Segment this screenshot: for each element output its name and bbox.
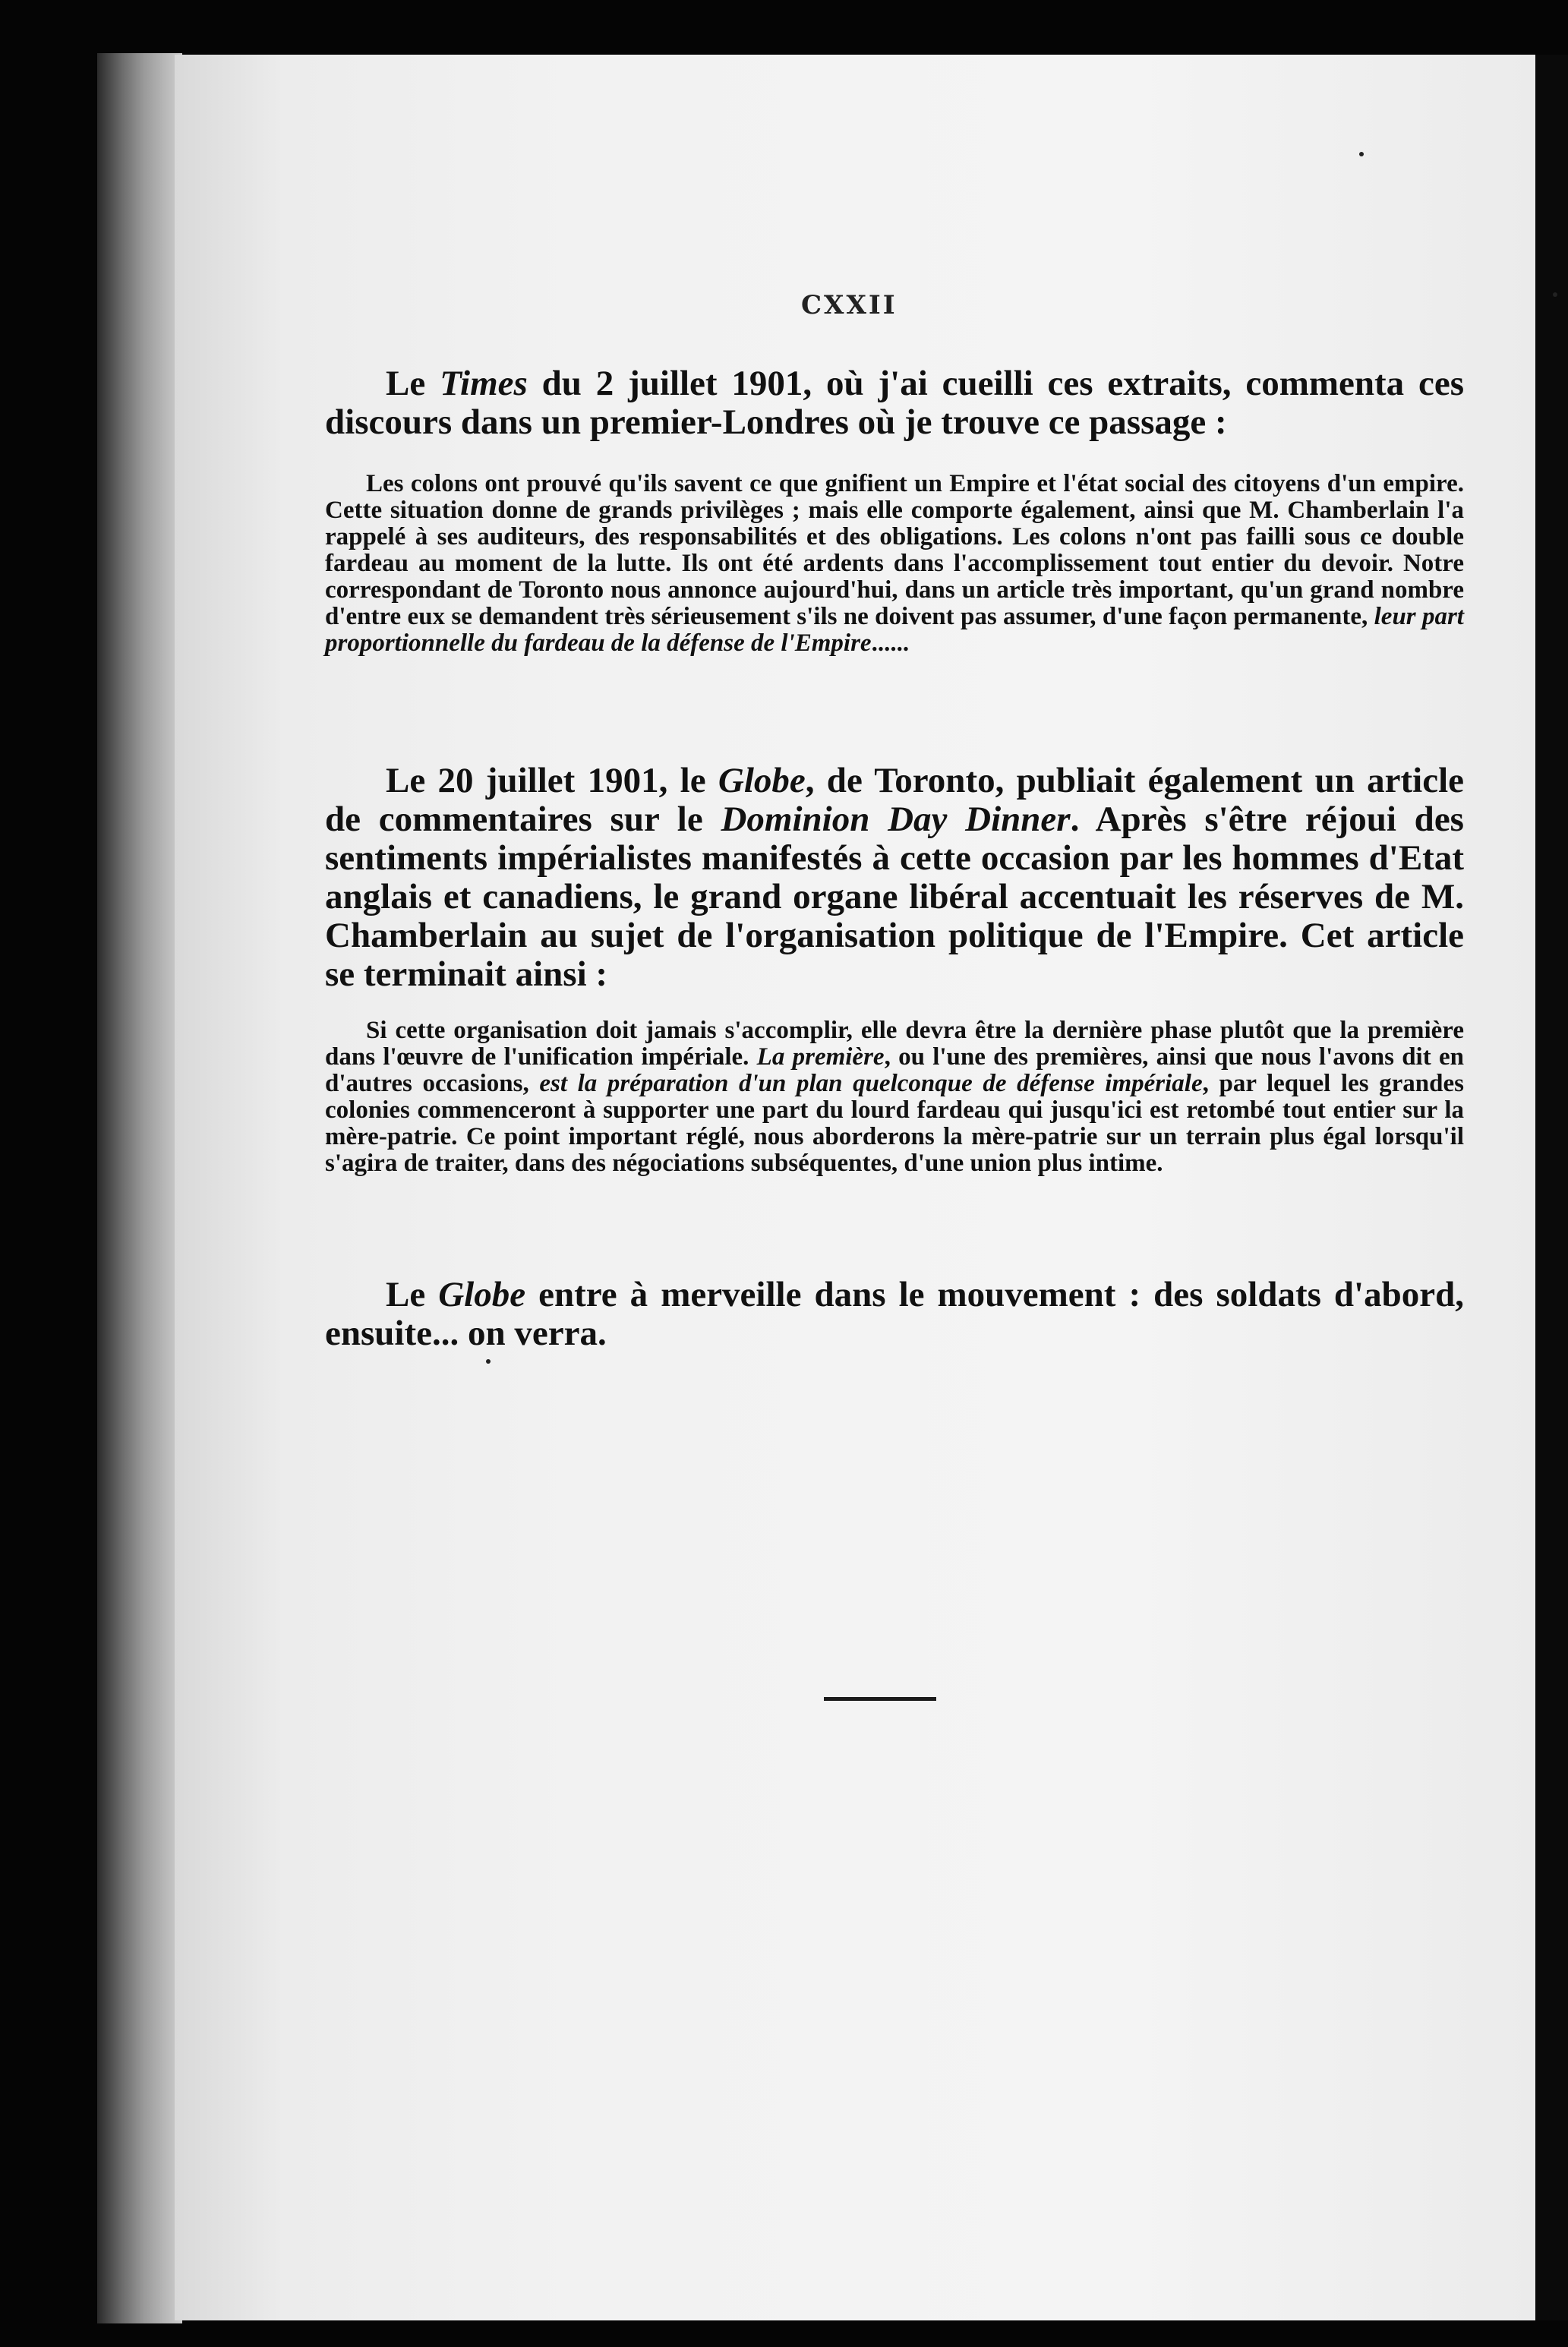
quotation-body: , ou l'une des premières, ainsi que nous l'avons dit en d'autres occasions, (325, 1043, 1464, 1097)
quotation-emphasis: leur part proportionnelle du fardeau de la défense de l'Empire (325, 603, 1464, 657)
paragraph-lead: Le (386, 1275, 439, 1314)
page-right-edge (1535, 55, 1568, 2320)
paragraph-lead: Le (386, 364, 440, 403)
paragraph-times-intro (325, 364, 1464, 442)
quotation-body: , par lequel les grandes colonies commenceront à supporter une part du lourd fardeau qui jusqu'ici est retombé tout entier sur la mère-patrie. Ce point important réglé, nous aborderons la mère-patrie sur un terrain plus égal lorsqu'il s'agira de traiter, dans des négociations subséquentes, d'une union plus intime. (325, 1070, 1464, 1177)
paragraph-middle: , de Toronto, publiait également un article de commentaires sur le (325, 761, 1464, 839)
quotation-ellipsis: ...... (871, 629, 910, 657)
newspaper-title-times: Times (440, 364, 528, 403)
newspaper-title-globe: Globe (718, 761, 806, 800)
paragraph-rest: . Après s'être réjoui des sentiments impérialistes manifestés à cette occasion par les hommes d'Etat anglais et canadiens, le grand organe libéral accentuait les réserves de M. Chamberlain au sujet de l'organisation politique de l'Empire. Cet article se terminait ainsi : (325, 800, 1464, 994)
paragraph-text (325, 1276, 1464, 1353)
paper-speck (486, 1359, 491, 1364)
paragraph-text (325, 364, 1464, 442)
quotation-times (325, 471, 1464, 657)
quotation-emphasis: est la préparation d'un plan quelconque de défense impériale (539, 1070, 1203, 1097)
event-title-dominion-day-dinner: Dominion Day Dinner (721, 800, 1071, 839)
paragraph-rest: entre à merveille dans le mouvement : des soldats d'abord, ensuite... on verra. (325, 1275, 1464, 1353)
paragraph-lead: Le 20 juillet 1901, le (386, 761, 718, 800)
paragraph-globe-conclusion (325, 1276, 1464, 1353)
quotation-emphasis: La première (756, 1043, 885, 1071)
paragraph-text (325, 762, 1464, 994)
section-end-rule (824, 1697, 936, 1701)
newspaper-title-globe: Globe (438, 1275, 526, 1314)
book-spine-shadow (97, 53, 182, 2323)
quotation-body: Les colons ont prouvé qu'ils savent ce que gnifient un Empire et l'état social des citoyens d'un empire. Cette situation donne de grands privilèges ; mais elle comporte également, ainsi que M. Chamberlain l'a rappelé à ses auditeurs, des responsabilités et des obligations. Les colons n'ont pas failli sous ce double fardeau au moment de la lutte. Ils ont été ardents dans l'accomplissement tout entier du devoir. Notre correspondant de Toronto nous annonce aujourd'hui, dans un article très important, qu'un grand nombre d'entre eux se demandent très sérieusement s'ils ne doivent pas assumer, d'une façon permanente, (325, 470, 1464, 630)
quotation-globe (325, 1017, 1464, 1177)
quotation-text (325, 1017, 1464, 1177)
quotation-body: Si cette organisation doit jamais s'accomplir, elle devra être la dernière phase plutôt que la première dans l'œuvre de l'unification impériale. (325, 1017, 1464, 1071)
paragraph-rest: du 2 juillet 1901, où j'ai cueilli ces extraits, commenta ces discours dans un premier-Londres où je trouve ce passage : (325, 364, 1465, 442)
paper-speck (1359, 152, 1364, 156)
paper-speck (1553, 292, 1557, 297)
paragraph-globe-intro (325, 762, 1464, 994)
page-number: CXXII (801, 290, 898, 320)
quotation-text (325, 471, 1464, 657)
